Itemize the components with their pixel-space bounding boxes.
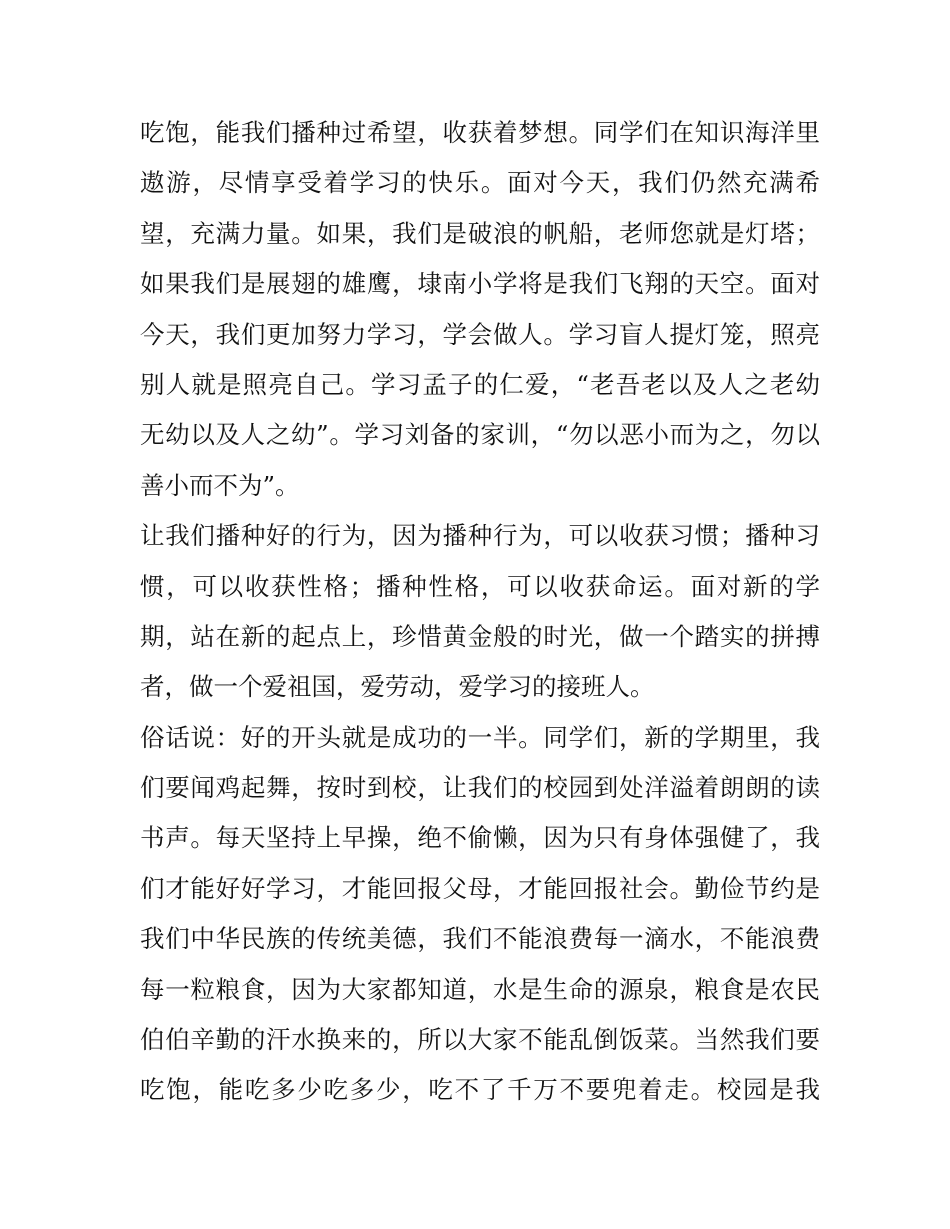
text-line: 望，充满力量。如果，我们是破浪的帆船，老师您就是灯塔； xyxy=(140,218,820,248)
text-line: 我们中华民族的传统美德，我们不能浪费每一滴水，不能浪费 xyxy=(140,924,820,954)
text-line: 俗话说：好的开头就是成功的一半。同学们，新的学期里，我 xyxy=(140,722,820,752)
text-line: 惯，可以收获性格；播种性格，可以收获命运。面对新的学 xyxy=(140,571,820,601)
text-line: 们才能好好学习，才能回报父母，才能回报社会。勤俭节约是 xyxy=(140,873,820,903)
text-line: 每一粒粮食，因为大家都知道，水是生命的源泉，粮食是农民 xyxy=(140,974,820,1004)
text-line: 们要闻鸡起舞，按时到校，让我们的校园到处洋溢着朗朗的读 xyxy=(140,773,820,803)
text-line: 者，做一个爱祖国，爱劳动，爱学习的接班人。 xyxy=(140,672,655,702)
text-line: 无幼以及人之幼”。学习刘备的家训，“勿以恶小而为之，勿以 xyxy=(140,420,820,450)
text-line: 如果我们是展翅的雄鹰，埭南小学将是我们飞翔的天空。面对 xyxy=(140,269,820,299)
text-line: 别人就是照亮自己。学习孟子的仁爱，“老吾老以及人之老幼 xyxy=(140,369,820,399)
text-line: 期，站在新的起点上，珍惜黄金般的时光，做一个踏实的拼搏 xyxy=(140,621,820,651)
text-line: 善小而不为”。 xyxy=(140,470,300,500)
text-line: 今天，我们更加努力学习，学会做人。学习盲人提灯笼，照亮 xyxy=(140,319,820,349)
text-line: 伯伯辛勤的汗水换来的，所以大家不能乱倒饭菜。当然我们要 xyxy=(140,1025,820,1055)
text-line: 遨游，尽情享受着学习的快乐。面对今天，我们仍然充满希 xyxy=(140,168,820,198)
text-line: 书声。每天坚持上早操，绝不偷懒，因为只有身体强健了，我 xyxy=(140,823,820,853)
text-line: 吃饱，能我们播种过希望，收获着梦想。同学们在知识海洋里 xyxy=(140,118,820,147)
body-text xyxy=(140,108,820,1116)
text-line: 吃饱，能吃多少吃多少，吃不了千万不要兜着走。校园是我 xyxy=(140,1075,820,1105)
text-line: 让我们播种好的行为，因为播种行为，可以收获习惯；播种习 xyxy=(140,521,820,551)
